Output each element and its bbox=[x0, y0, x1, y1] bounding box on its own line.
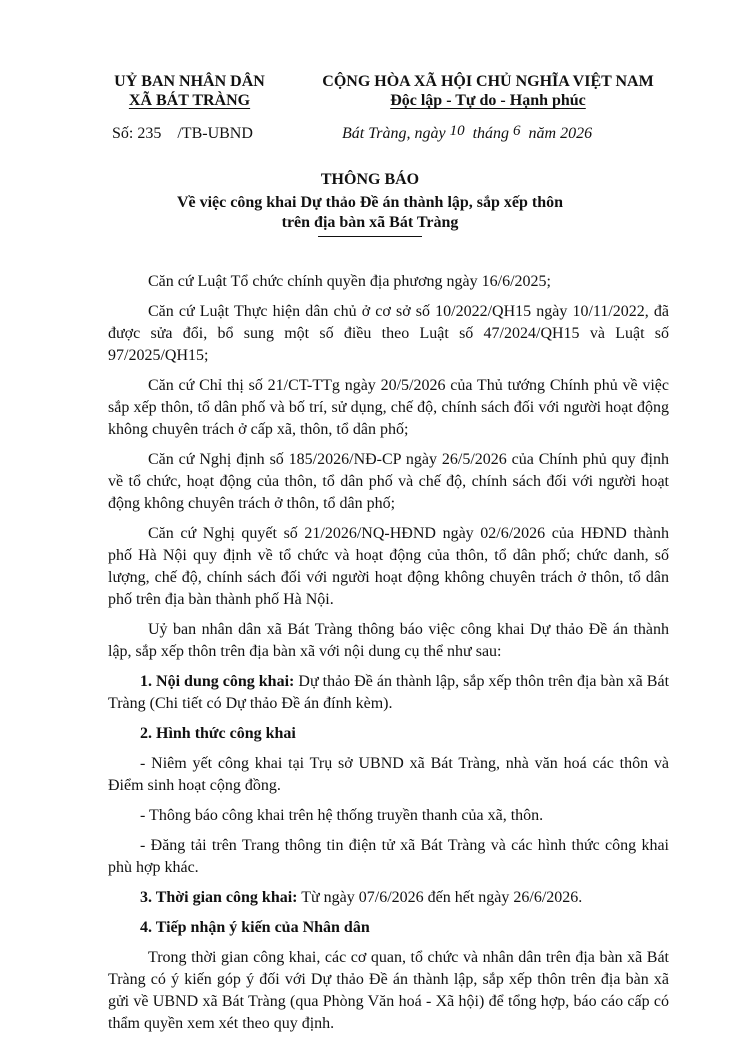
section-1-text: Dự thảo Đề án thành lập, sắp xếp thôn trên địa bàn xã Bát Tràng (Chi tiết có Dự thảo Đề án đính kèm). bbox=[108, 673, 670, 712]
document-title bbox=[150, 170, 590, 233]
handwritten-day: 10 bbox=[449, 123, 465, 139]
handwritten-month: 6 bbox=[513, 123, 521, 139]
section-1 bbox=[108, 671, 669, 715]
legal-basis-3: Căn cứ Chỉ thị số 21/CT-TTg ngày 20/5/2026 của Thủ tướng Chính phủ về việc sắp xếp thôn, tổ dân phố và bố trí, sử dụng, chế độ, chính sách đối với người hoạt động không chuyên trách ở cấp xã, thôn, tổ dân phố; bbox=[108, 377, 669, 438]
document-body bbox=[108, 271, 669, 1043]
title-underline bbox=[318, 236, 422, 237]
title-main: THÔNG BÁO bbox=[320, 171, 420, 188]
section-3 bbox=[108, 887, 669, 909]
section-3-text: Từ ngày 07/6/2026 đến hết ngày 26/6/2026. bbox=[301, 889, 583, 906]
national-title: CỘNG HÒA XÃ HỘI CHỦ NGHĨA VIỆT NAM bbox=[322, 73, 654, 90]
place-and-date: Bát Tràng, ngày 10 tháng 6 năm 2026 bbox=[342, 123, 593, 142]
section-4-text: Trong thời gian công khai, các cơ quan, tổ chức và nhân dân trên địa bàn xã Bát Tràng có ý kiến góp ý đối với Dự thảo Đề án thành lập, sắp xếp thôn trên địa bàn xã gửi về UBND xã Bát Tràng (qua Phòng Văn hoá - Xã hội) để tổng hợp, báo cáo cấp có thẩm quyền xem xét theo quy định. bbox=[108, 949, 669, 1032]
section-2-heading: 2. Hình thức công khai bbox=[140, 725, 296, 742]
agency-header bbox=[102, 72, 277, 110]
legal-basis-1: Căn cứ Luật Tổ chức chính quyền địa phương ngày 16/6/2025; bbox=[148, 273, 551, 290]
national-motto: Độc lập - Tự do - Hạnh phúc bbox=[390, 92, 586, 109]
section-2-item-2: - Thông báo công khai trên hệ thống truyền thanh của xã, thôn. bbox=[140, 807, 544, 824]
title-subject-line1: Về việc công khai Dự thảo Đề án thành lập, sắp xếp thôn bbox=[176, 194, 564, 211]
title-subject-line2: trên địa bàn xã Bát Tràng bbox=[281, 214, 459, 231]
commune-name: XÃ BÁT TRÀNG bbox=[128, 92, 251, 109]
agency-name: UỶ BAN NHÂN DÂN bbox=[114, 73, 265, 90]
document-number: Số: 235 /TB-UBND bbox=[112, 125, 253, 142]
legal-basis-5: Căn cứ Nghị quyết số 21/2026/NQ-HĐND ngày 02/6/2026 của HĐND thành phố Hà Nội quy định về tổ chức và hoạt động của thôn, tổ dân phố; chức danh, số lượng, chế độ, chính sách đối với người hoạt động không chuyên trách ở thôn, tổ dân phố trên địa bàn thành phố Hà Nội. bbox=[108, 525, 669, 608]
section-1-heading: 1. Nội dung công khai: bbox=[140, 673, 295, 690]
section-2-item-1: - Niêm yết công khai tại Trụ sở UBND xã Bát Tràng, nhà văn hoá các thôn và Điểm sinh hoạt cộng đồng. bbox=[108, 755, 669, 794]
legal-basis-2: Căn cứ Luật Thực hiện dân chủ ở cơ sở số 10/2022/QH15 ngày 10/11/2022, đã được sửa đổi, bổ sung một số điều theo Luật số 47/2024/QH15 và Luật số 97/2025/QH15; bbox=[108, 303, 669, 364]
section-4-heading: 4. Tiếp nhận ý kiến của Nhân dân bbox=[140, 919, 370, 936]
section-3-heading: 3. Thời gian công khai: bbox=[140, 889, 298, 906]
national-header bbox=[300, 72, 676, 110]
intro-paragraph: Uỷ ban nhân dân xã Bát Tràng thông báo việc công khai Dự thảo Đề án thành lập, sắp xếp thôn trên địa bàn xã với nội dung cụ thể như sau: bbox=[108, 621, 669, 660]
section-2-item-3: - Đăng tải trên Trang thông tin điện tử xã Bát Tràng và các hình thức công khai phù hợp khác. bbox=[108, 837, 669, 876]
legal-basis-4: Căn cứ Nghị định số 185/2026/NĐ-CP ngày 26/5/2026 của Chính phủ quy định về tổ chức, hoạt động của thôn, tổ dân phố và chế độ, chính sách đối với người hoạt động không chuyên trách ở thôn, tổ dân phố; bbox=[108, 451, 669, 512]
